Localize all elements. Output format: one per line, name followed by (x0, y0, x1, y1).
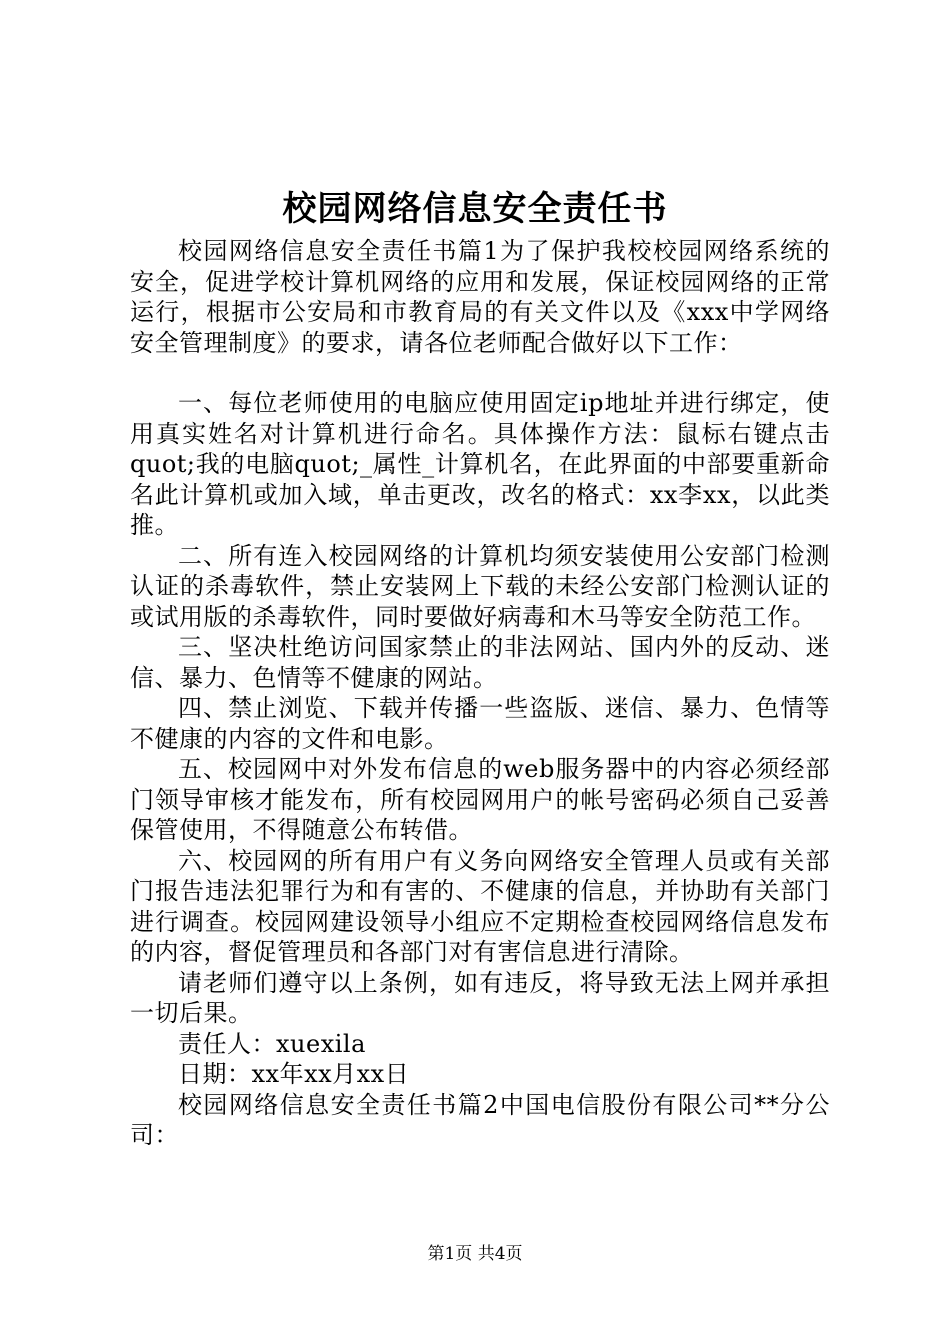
second-section-heading: 校园网络信息安全责任书篇2中国电信股份有限公司**分公司： (130, 1090, 830, 1149)
rule-paragraph-1: 一、每位老师使用的电脑应使用固定ip地址并进行绑定，使用真实姓名对计算机进行命名。具体操作方法：鼠标右键点击quot;我的电脑quot;_属性_计算机名，在此界面的中部要重新命名此计算机或加入域，单击更改，改名的格式：xx李xx，以此类推。 (130, 389, 830, 539)
rule-paragraph-2: 二、所有连入校园网络的计算机均须安装使用公安部门检测认证的杀毒软件，禁止安装网上下载的未经公安部门检测认证的或试用版的杀毒软件，同时要做好病毒和木马等安全防范工作。 (130, 541, 830, 631)
closing-paragraph: 请老师们遵守以上条例，如有违反，将导致无法上网并承担一切后果。 (130, 968, 830, 1027)
rule-paragraph-6: 六、校园网的所有用户有义务向网络安全管理人员或有关部门报告违法犯罪行为和有害的、不健康的信息，并协助有关部门进行调查。校园网建设领导小组应不定期检查校园网络信息发布的内容，督促管理员和各部门对有害信息进行清除。 (130, 846, 830, 966)
document-body (130, 236, 830, 1151)
date-line: 日期：xx年xx月xx日 (178, 1060, 410, 1088)
intro-paragraph: 校园网络信息安全责任书篇1为了保护我校校园网络系统的安全，促进学校计算机网络的应用和发展，保证校园网络的正常运行，根据市公安局和市教育局的有关文件以及《xxx中学网络安全管理制度》的要求，请各位老师配合做好以下工作： (130, 237, 830, 357)
rule-paragraph-3: 三、坚决杜绝访问国家禁止的非法网站、国内外的反动、迷信、暴力、色情等不健康的网站。 (130, 633, 830, 692)
page-footer: 第1页 共4页 (427, 1244, 523, 1264)
rule-paragraph-4: 四、禁止浏览、下载并传播一些盗版、迷信、暴力、色情等不健康的内容的文件和电影。 (130, 694, 830, 753)
responsible-person: 责任人：xuexila (178, 1029, 366, 1058)
rule-paragraph-5: 五、校园网中对外发布信息的web服务器中的内容必须经部门领导审核才能发布，所有校园网用户的帐号密码必须自己妥善保管使用，不得随意公布转借。 (130, 755, 830, 844)
document-title: 校园网络信息安全责任书 (282, 189, 668, 229)
